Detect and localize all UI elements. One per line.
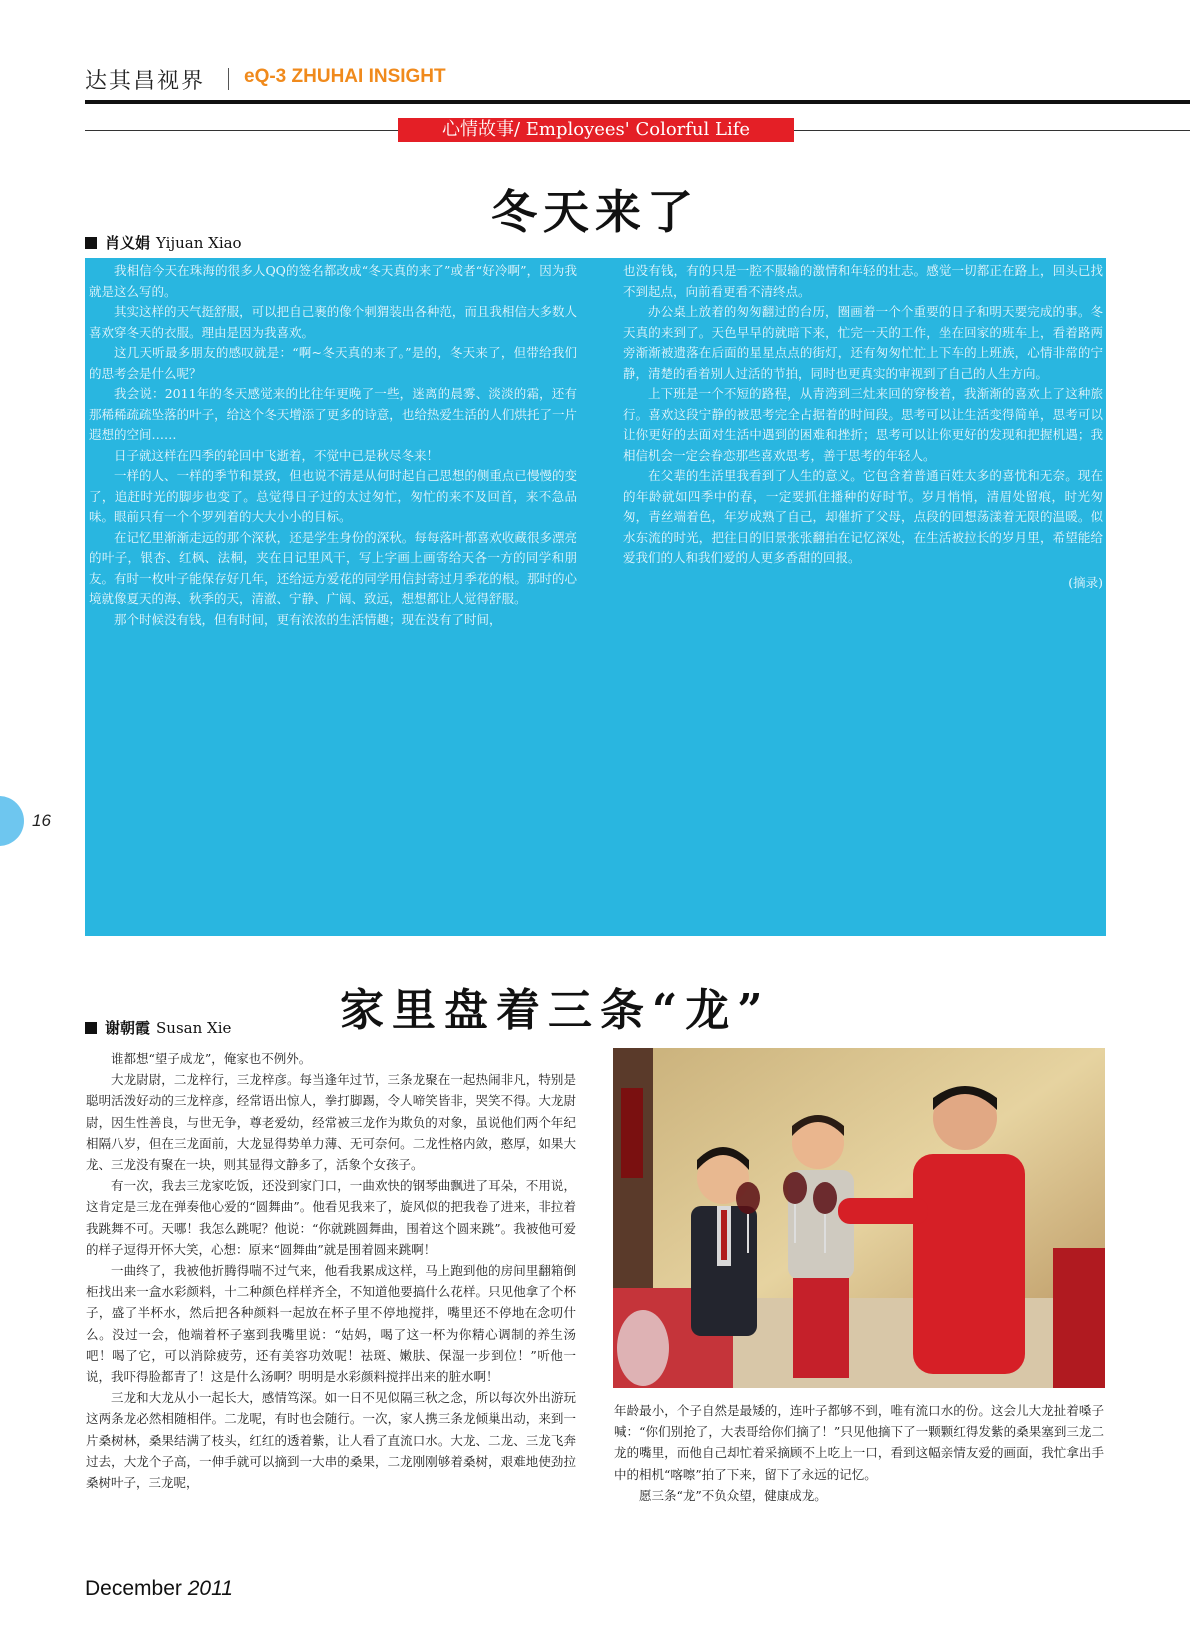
- header-rule-thick: [85, 100, 1190, 104]
- footer-date: [85, 1577, 233, 1601]
- paragraph: 谁都想“望子成龙”，俺家也不例外。: [111, 1051, 312, 1066]
- page-tab: [0, 796, 24, 846]
- article1-panel: [85, 258, 1106, 936]
- family-photo: [613, 1048, 1105, 1388]
- article2-byline: [85, 1017, 231, 1038]
- paragraph: 一曲终了，我被他折腾得喘不过气来，他看我累成这样，马上跑到他的房间里翻箱倒柜找出来一盒水彩颜料，十二种颜色样样齐全，不知道他要搞什么花样。只见他拿了个杯子，盛了半杯水，然后把各种颜料一起放在杯子里不停地搅拌，嘴里还不停地在念叨什么。没过一会，他端着杯子塞到我嘴里说：“姑妈，喝了这一杯为你精心调制的养生汤吧！喝了它，可以消除疲劳，还有美容功效呢！祛斑、嫩肤、保湿一步到位！”听他一说，我吓得脸都青了！这是什么汤啊？明明是水彩颜料搅拌出来的脏水啊！: [86, 1263, 576, 1385]
- footer-month: December: [85, 1577, 182, 1600]
- footer-year: 2011: [187, 1577, 233, 1600]
- article1-title: 冬天来了: [491, 185, 699, 239]
- article2-column-2: [614, 1400, 1104, 1506]
- article2-column-1: [86, 1048, 576, 1493]
- page-number: 16: [32, 811, 51, 830]
- byline-square-icon: [85, 1022, 97, 1034]
- paragraph: 大龙尉尉，二龙梓行，三龙梓彦。每当逢年过节，三条龙聚在一起热闹非凡，特别是聪明活泼好动的三龙梓彦，经常语出惊人，拳打脚踢，令人啼笑皆非，哭笑不得。大龙尉尉，因生性善良，与世无争，尊老爱幼，经常被三龙作为欺负的对象，虽说他们两个年纪相隔八岁，但在三龙面前，大龙显得势单力薄、无可奈何。二龙性格内敛，憨厚，如果大龙、三龙没有聚在一块，则其显得文静多了，活象个女孩子。: [86, 1072, 576, 1173]
- article1-column-1: [89, 261, 577, 630]
- article1-author-cn: 肖义娟: [105, 234, 151, 252]
- paragraph: 其实这样的天气挺舒服，可以把自己裹的像个刺猬装出各种范，而且我相信大多数人喜欢穿冬天的衣服。理由是因为我喜欢。: [89, 304, 577, 340]
- paragraph: 也没有钱，有的只是一腔不服输的激情和年轻的壮志。感觉一切都正在路上，回头已找不到起点，向前看更看不清终点。: [623, 263, 1103, 299]
- paragraph: 日子就这样在四季的轮回中飞逝着，不觉中已是秋尽冬来！: [114, 447, 440, 463]
- article1-author-en: Yijuan Xiao: [156, 234, 242, 252]
- excerpt-note: (摘录): [1068, 574, 1103, 590]
- paragraph: 我相信今天在珠海的很多人QQ的签名都改成“冬天真的来了”或者“好冷啊”，因为我就是这么写的。: [89, 263, 577, 299]
- article2-title: 家里盘着三条“龙”: [340, 985, 771, 1036]
- section-tag: 心情故事/ Employees' Colorful Life: [398, 118, 794, 142]
- paragraph: 那个时候没有钱，但有时间，更有浓浓的生活情趣；现在没有了时间，: [114, 611, 502, 627]
- article2-author-cn: 谢朝霞: [105, 1019, 151, 1037]
- paragraph: 有一次，我去三龙家吃饭，还没到家门口，一曲欢快的钢琴曲飘进了耳朵，不用说，这肯定是三龙在弹奏他心爱的“圆舞曲”。他看见我来了，旋风似的把我卷了进来，非拉着我跳舞不可。天哪！我怎么跳呢？他说：“你就跳圆舞曲，围着这个圆来跳”。我被他可爱的样子逗得开怀大笑，心想：原来“圆舞曲”就是围着圆来跳啊！: [86, 1178, 576, 1257]
- paragraph: 上下班是一个不短的路程，从青湾到三灶来回的穿梭着，我渐渐的喜欢上了这种旅行。喜欢这段宁静的被思考完全占据着的时间段。思考可以让生活变得简单，思考可以让你更好的去面对生活中遇到的困难和挫折；思考可以让你更好的发现和把握机遇；我相信机会一定会眷恋那些喜欢思考，善于思考的年轻人。: [623, 386, 1103, 463]
- article1-column-2: [623, 261, 1103, 593]
- article1-byline: [85, 232, 242, 253]
- article2-author-en: Susan Xie: [156, 1019, 232, 1037]
- paragraph: 一样的人、一样的季节和景致，但也说不清是从何时起自己思想的侧重点已慢慢的变了，追赶时光的脚步也变了。总觉得日子过的太过匆忙，匆忙的来不及回首，来不急品味。眼前只有一个个罗列着的大大小小的目标。: [89, 468, 577, 524]
- paragraph: 年龄最小，个子自然是最矮的，连叶子都够不到，唯有流口水的份。这会儿大龙扯着嗓子喊：“你们别抢了，大表哥给你们摘了！”只见他摘下了一颗颗红得发紫的桑果塞到三龙二龙的嘴里，而他自己却忙着采摘顾不上吃上一口，看到这幅亲情友爱的画面，我忙拿出手中的相机“喀嚓”拍了下来，留下了永远的记忆。: [614, 1403, 1104, 1482]
- paragraph: 三龙和大龙从小一起长大，感情笃深。如一日不见似隔三秋之念，所以每次外出游玩这两条龙必然相随相伴。二龙呢，有时也会随行。一次，家人携三条龙倾巢出动，来到一片桑树林，桑果结满了枝头，红红的透着紫，让人看了直流口水。大龙、二龙、三龙飞奔过去，大龙个子高，一伸手就可以摘到一大串的桑果，二龙刚刚够着桑树，艰难地使劲拉桑树叶子，三龙呢，: [86, 1390, 576, 1491]
- paragraph: 在记忆里渐渐走远的那个深秋，还是学生身份的深秋。每每落叶都喜欢收藏很多漂亮的叶子，银杏、红枫、法桐，夹在日记里风干，写上字画上画寄给天各一方的同学和朋友。有时一枚叶子能保存好几年，还给远方爱花的同学用信封寄过月季花的根。那时的心境就像夏天的海、秋季的天，清澈、宁静、广阔、致远，想想都让人觉得舒服。: [89, 529, 577, 606]
- byline-square-icon: [85, 237, 97, 249]
- paragraph: 办公桌上放着的匆匆翻过的台历，圈画着一个个重要的日子和明天要完成的事。冬天真的来到了。天色早早的就暗下来，忙完一天的工作，坐在回家的班车上，看着路两旁渐渐被遗落在后面的星星点点的街灯，还有匆匆忙忙上下车的上班族，心情非常的宁静，清楚的看着别人过活的节拍，同时也更真实的审视到了自己的人生方向。: [623, 304, 1103, 381]
- magazine-title-cn: 达其昌视界: [85, 69, 206, 94]
- paragraph: 在父辈的生活里我看到了人生的意义。它包含着普通百姓太多的喜忧和无奈。现在的年龄就如四季中的春，一定要抓住播种的好时节。岁月悄悄，清眉处留痕，时光匆匆，青丝端着色，年岁成熟了自己，却催折了父母，点段的回想荡漾着无限的温暖。似水东流的时光，把往日的旧景张张翻拍在记忆深处，在生活被拉长的岁月里，希望能给爱我们的人和我们爱的人更多香甜的回报。: [623, 468, 1103, 565]
- paragraph: 我会说：2011年的冬天感觉来的比往年更晚了一些，迷离的晨雾、淡淡的霜，还有那稀稀疏疏坠落的叶子，给这个冬天增添了更多的诗意，也给热爱生活的人们烘托了一片遐想的空间……: [89, 386, 577, 442]
- magazine-title-en: eQ-3 ZHUHAI INSIGHT: [244, 66, 446, 87]
- paragraph: 愿三条“龙”不负众望，健康成龙。: [639, 1487, 827, 1503]
- paragraph: 这几天听最多朋友的感叹就是：“啊~冬天真的来了。”是的，冬天来了，但带给我们的思考会是什么呢？: [89, 345, 577, 381]
- header-separator: [228, 68, 229, 90]
